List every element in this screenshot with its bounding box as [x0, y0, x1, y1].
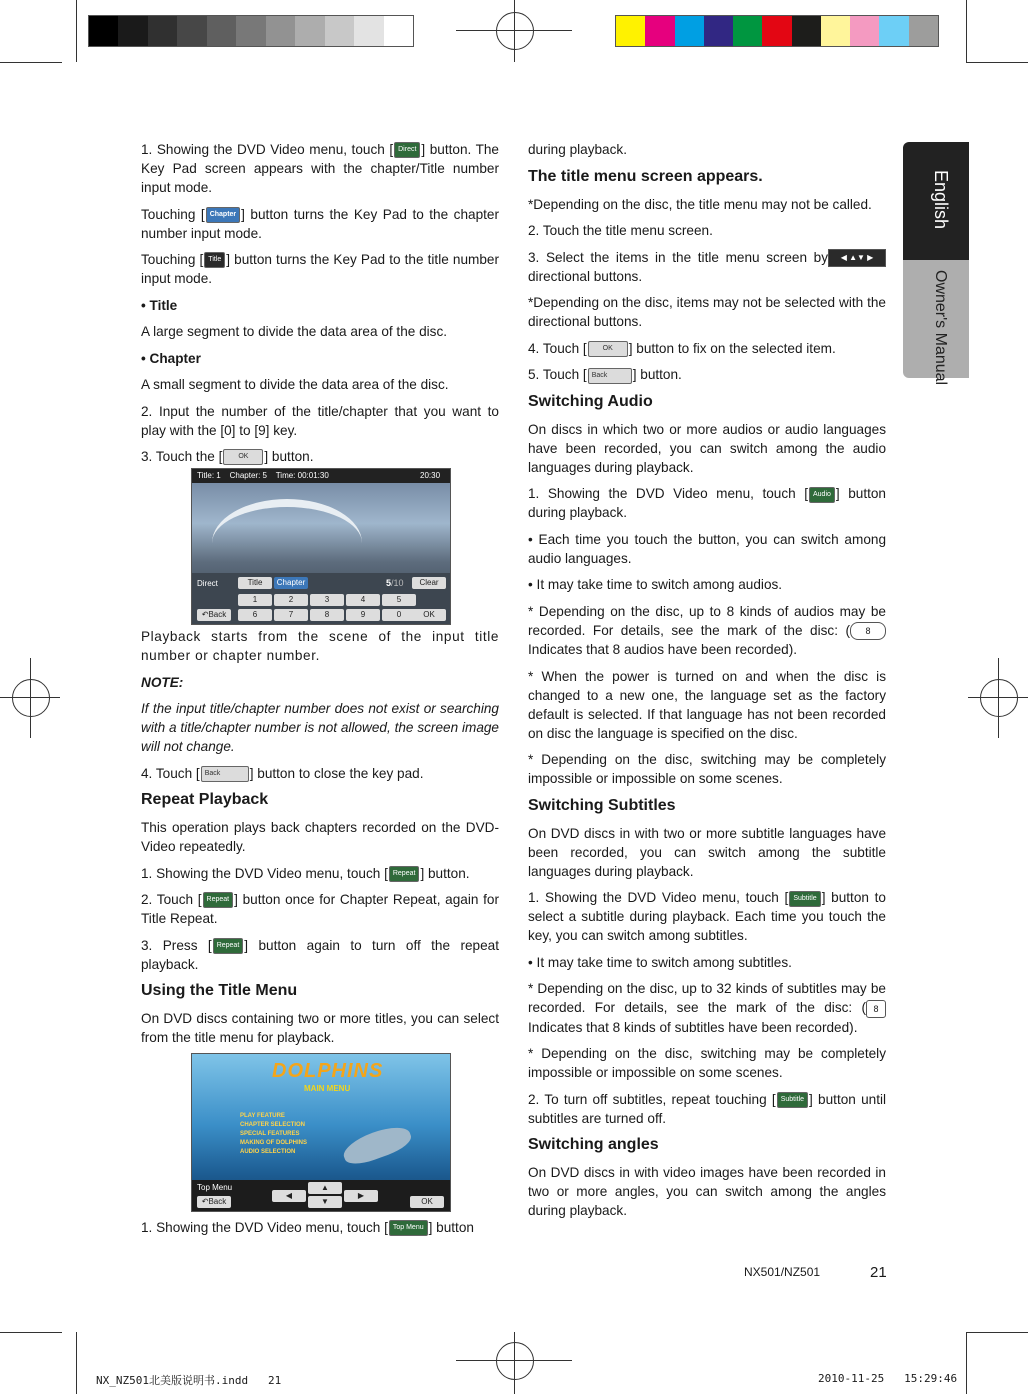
left-column [141, 140, 499, 474]
audio-button-icon: Audio [809, 487, 835, 503]
title-menu-screenshot [191, 1053, 451, 1212]
repeat-intro: This operation plays back chapters recorded on the DVD-Video repeatedly. [141, 820, 499, 854]
calibration-swatch [792, 16, 821, 46]
calibration-swatch [236, 16, 265, 46]
dolphin-graphic [340, 1121, 415, 1169]
menu-item[interactable]: SPECIAL FEATURES [240, 1131, 300, 1137]
audio-note-3: * Depending on the disc, switching may be completely impossible or impossible on some scenes. [528, 752, 886, 787]
audio-bullet-2: • It may take time to switch among audios. [528, 577, 783, 593]
left-arrow-icon: ◀ [285, 1191, 293, 1200]
key-0[interactable]: 0 [382, 609, 416, 621]
note-text: If the input title/chapter number does not exist or searching with a title/chapter number is not allowed, the screen image will not change. [141, 701, 499, 754]
audio-intro: On discs in which two or more audios or audio languages have been recorded, you can switch among the audio languages during playback. [528, 421, 886, 475]
calibration-swatch [616, 16, 645, 46]
clear-button[interactable]: Clear [412, 577, 446, 589]
key-1[interactable]: 1 [238, 594, 272, 606]
switching-audio-heading: Switching Audio [528, 392, 653, 410]
calibration-swatch [354, 16, 383, 46]
menu-item[interactable]: MAKING OF DOLPHINS [240, 1140, 307, 1146]
subtitle-step-2: 2. To turn off subtitles, repeat touching [ Subtitle ] button until subtitles are turned off. [528, 1091, 887, 1126]
top-menu-label: Top Menu [197, 1183, 233, 1192]
subtitle-button-icon: Subtitle [789, 891, 820, 907]
title-menu-step-3: 3. Select the items in the title menu screen by ◀ ▲▼ ▶ directional buttons. [528, 248, 886, 286]
direct-button-icon: Direct [394, 142, 420, 158]
calibration-swatch [89, 16, 118, 46]
note-label: NOTE: [141, 674, 184, 690]
left-column-middle [141, 627, 499, 1055]
right-column [528, 140, 886, 1228]
calibration-swatch [675, 16, 704, 46]
calibration-swatch [177, 16, 206, 46]
manual-tab-label: Owner's Manual [932, 270, 949, 386]
menu-items [240, 1112, 307, 1157]
subtitle-button-icon: Subtitle [777, 1092, 808, 1108]
chapter-bullet: • Chapter [141, 350, 201, 366]
audio-bullet-1: • Each time you touch the button, you can switch among audio languages. [528, 531, 886, 566]
chapter-definition: A small segment to divide the data area of the disc. [141, 377, 449, 392]
calibration-swatch [207, 16, 236, 46]
title-tab[interactable]: Title [238, 577, 272, 589]
title-menu-note-2: *Depending on the disc, items may not be selected with the directional buttons. [528, 295, 886, 330]
key-3[interactable]: 3 [310, 594, 344, 606]
manual-tab [903, 260, 969, 386]
calibration-swatch [645, 16, 674, 46]
key-4[interactable]: 4 [346, 594, 380, 606]
calibration-swatch [733, 16, 762, 46]
ok-button[interactable]: OK [410, 1196, 444, 1208]
subtitle-step-1: 1. Showing the DVD Video menu, touch [ Subtitle ] button to select a subtitle during playback. Each time you touch the key, you can switch among subtitles. [528, 890, 886, 944]
title-menu-note: *Depending on the disc, the title menu may not be called. [528, 196, 872, 212]
back-button[interactable]: ↶Back [197, 1196, 231, 1208]
chapter-tab[interactable]: Chapter [274, 577, 308, 589]
right-arrow-icon: ▶ [357, 1191, 365, 1200]
language-tab [903, 142, 969, 260]
up-arrow-icon: ▲ [321, 1183, 329, 1192]
close-keypad-step: 4. Touch [ Back ] button to close the key pad. [141, 765, 424, 781]
playback-status: Title: 1 Chapter: 5 Time: 00:01:30 [197, 471, 329, 480]
title-menu-step-2: 2. Touch the title menu screen. [528, 223, 713, 238]
down-arrow-icon: ▼ [321, 1197, 329, 1206]
dolphins-logo: DOLPHINS [272, 1060, 384, 1082]
calibration-swatch [295, 16, 324, 46]
input-number-step: 2. Input the number of the title/chapter that you want to play with the [0] to [9] key. [141, 403, 499, 438]
menu-item[interactable]: CHAPTER SELECTION [240, 1122, 306, 1128]
title-mode-text: Touching [ Title ] button turns the Key Pad to the title number input mode. [141, 252, 499, 286]
calibration-swatch [148, 16, 177, 46]
model-number: NX501/NZ501 [744, 1265, 821, 1279]
direct-step: 1. Showing the DVD Video menu, touch [ Direct ] button. The Key Pad screen appears with the chapter/Title number input mode. [141, 142, 499, 195]
key-6[interactable]: 6 [238, 609, 272, 621]
audio-disc-mark-icon: 8 [850, 622, 886, 640]
key-7[interactable]: 7 [274, 609, 308, 621]
title-menu-heading: Using the Title Menu [141, 982, 298, 999]
grayscale-calibration-bar [88, 15, 414, 47]
key-8[interactable]: 8 [310, 609, 344, 621]
chapter-button-icon: Chapter [206, 207, 240, 223]
repeat-step-1: 1. Showing the DVD Video menu, touch [ Repeat ] button. [141, 865, 470, 881]
repeat-button-icon: Repeat [389, 866, 420, 882]
subtitle-intro: On DVD discs in with two or more subtitle languages have been recorded, you can switch among the subtitle languages during playback. [528, 825, 886, 879]
repeat-step-2: 2. Touch [ Repeat ] button once for Chapter Repeat, again for Title Repeat. [141, 892, 500, 926]
repeat-button-icon: Repeat [213, 938, 244, 954]
right-arrow-button[interactable] [344, 1190, 378, 1202]
ok-button-icon: OK [223, 449, 263, 465]
main-menu-label: MAIN MENU [304, 1084, 351, 1093]
menu-item[interactable]: AUDIO SELECTION [240, 1149, 296, 1155]
entered-number: 5/10 [386, 578, 404, 588]
clock: 20:30 [420, 471, 441, 480]
audio-step-1: 1. Showing the DVD Video menu, touch [ Audio ] button during playback. [528, 486, 886, 521]
title-bullet: • Title [141, 297, 178, 313]
back-arrow-icon: ↶ [201, 1197, 209, 1206]
title-menu-appears: The title menu screen appears. [528, 167, 763, 185]
title-menu-intro: On DVD discs containing two or more titles, you can select from the title menu for playback. [141, 1011, 499, 1045]
playback-starts-text: Playback starts from the scene of the input title number or chapter number. [141, 629, 499, 663]
key-9[interactable]: 9 [346, 609, 380, 621]
subtitle-bullet-1: • It may take time to switch among subtitles. [528, 954, 792, 970]
back-arrow-icon: ↶ [201, 610, 209, 619]
menu-item[interactable]: PLAY FEATURE [240, 1113, 285, 1119]
directional-buttons-icon: ◀ ▲▼ ▶ [828, 249, 886, 267]
ok-button-icon: OK [588, 341, 628, 357]
calibration-swatch [762, 16, 791, 46]
title-menu-step-4: 4. Touch [ OK ] button to fix on the selected item. [528, 340, 836, 356]
up-arrow-button[interactable] [308, 1182, 342, 1194]
angles-intro: On DVD discs in with video images have been recorded in two or more angles, you can switch among the angles during playback. [528, 1165, 886, 1219]
key-5[interactable]: 5 [382, 594, 416, 606]
left-arrow-button[interactable] [272, 1190, 306, 1202]
switching-subtitles-heading: Switching Subtitles [528, 796, 676, 814]
page-number: 21 [870, 1264, 887, 1281]
ok-button[interactable]: OK [412, 609, 446, 621]
repeat-button-icon: Repeat [203, 892, 234, 908]
slug-timestamp: 2010-11-25 15:29:46 [818, 1372, 958, 1385]
calibration-swatch [384, 16, 413, 46]
slug-filename: NX_NZ501北美版说明书.indd 21 [96, 1374, 282, 1387]
back-button-icon: Back [201, 766, 249, 782]
top-menu-step: 1. Showing the DVD Video menu, touch [ Top Menu ] button [141, 1220, 474, 1235]
left-column-bottom [141, 1218, 499, 1245]
chapter-mode-text: Touching [ Chapter ] button turns the Key Pad to the chapter number input mode. [141, 206, 500, 241]
title-button-icon: Title [204, 252, 225, 268]
audio-note-2: * When the power is turned on and when the disc is changed to a new one, the language set as the factory default is selected. If that language has not been recorded on disc the language is specified on the disc. [528, 668, 886, 741]
touch-ok-step: 3. Touch the [ OK ] button. [141, 449, 314, 464]
calibration-swatch [118, 16, 147, 46]
calibration-swatch [704, 16, 733, 46]
language-tab-label: English [931, 170, 951, 230]
calibration-swatch [879, 16, 908, 46]
title-definition: A large segment to divide the data area of the disc. [141, 324, 448, 339]
down-arrow-button[interactable] [308, 1196, 342, 1208]
repeat-step-3: 3. Press [ Repeat ] button again to turn off the repeat playback. [141, 937, 500, 972]
subtitle-note-2: * Depending on the disc, switching may be completely impossible or impossible on some scenes. [528, 1046, 886, 1081]
title-menu-step-5: 5. Touch [ Back ] button. [528, 367, 682, 383]
subtitle-note-1: * Depending on the disc, up to 32 kinds of subtitles may be recorded. For details, see the mark of the disc: ( 8Indicates that 8 kinds of subtitles have been recorded). [528, 981, 886, 1035]
calibration-swatch [266, 16, 295, 46]
during-playback: during playback. [528, 142, 627, 157]
color-calibration-bar [615, 15, 939, 47]
repeat-playback-heading: Repeat Playback [141, 791, 269, 808]
calibration-swatch [909, 16, 938, 46]
key-2[interactable]: 2 [274, 594, 308, 606]
calibration-swatch [850, 16, 879, 46]
back-button[interactable]: ↶Back [197, 609, 231, 621]
back-button-icon: Back [588, 368, 632, 384]
audio-note-1: * Depending on the disc, up to 8 kinds of audios may be recorded. For details, see the mark of the disc: ( 8Indicates that 8 audios have been recorded). [528, 603, 886, 658]
subtitle-disc-mark-icon: 8 [866, 1000, 886, 1018]
calibration-swatch [821, 16, 850, 46]
keypad-screenshot [191, 468, 451, 625]
direct-label: Direct [197, 579, 218, 588]
calibration-swatch [325, 16, 354, 46]
top-menu-button-icon: Top Menu [389, 1220, 428, 1236]
switching-angles-heading: Switching angles [528, 1136, 659, 1154]
